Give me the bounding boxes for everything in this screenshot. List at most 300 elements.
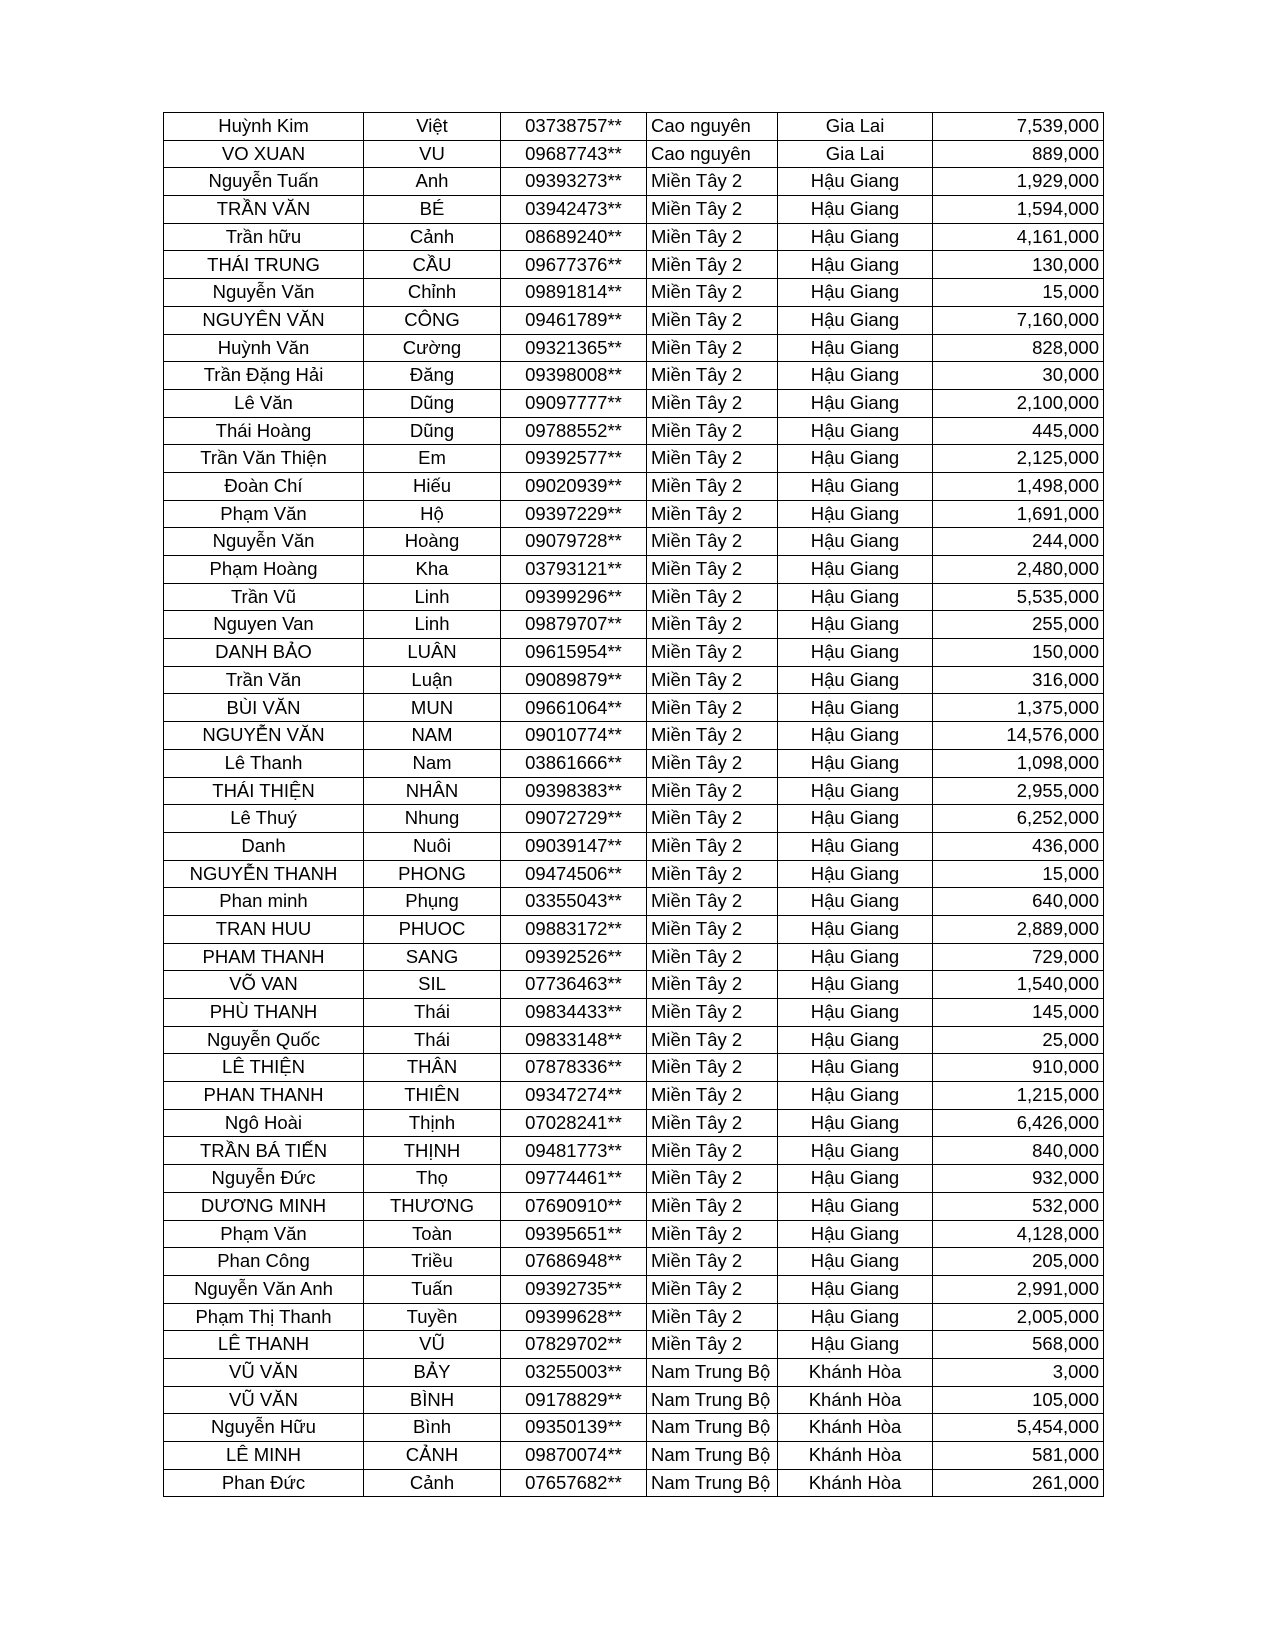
cell-phone: 03861666** <box>501 749 647 777</box>
cell-region: Cao nguyên <box>647 113 778 141</box>
cell-province: Hậu Giang <box>778 805 933 833</box>
cell-phone: 09392526** <box>501 943 647 971</box>
table-row <box>164 666 1104 694</box>
cell-phone: 09474506** <box>501 860 647 888</box>
cell-family-name: TRẦN VĂN <box>164 196 364 224</box>
cell-given-name: Nam <box>364 749 501 777</box>
cell-family-name: Phạm Văn <box>164 500 364 528</box>
cell-family-name: Huỳnh Kim <box>164 113 364 141</box>
cell-family-name: Phạm Hoàng <box>164 556 364 584</box>
cell-phone: 09010774** <box>501 722 647 750</box>
cell-given-name: Linh <box>364 611 501 639</box>
cell-amount: 7,160,000 <box>933 306 1104 334</box>
cell-given-name: Thịnh <box>364 1109 501 1137</box>
table-row <box>164 1414 1104 1442</box>
cell-phone: 07878336** <box>501 1054 647 1082</box>
table-row <box>164 860 1104 888</box>
table-row <box>164 832 1104 860</box>
table-row <box>164 389 1104 417</box>
cell-phone: 09891814** <box>501 279 647 307</box>
cell-region: Miền Tây 2 <box>647 251 778 279</box>
cell-family-name: NGUYỄN THANH <box>164 860 364 888</box>
cell-amount: 1,540,000 <box>933 971 1104 999</box>
table-row <box>164 1469 1104 1497</box>
cell-family-name: Trần Văn Thiện <box>164 445 364 473</box>
table-row <box>164 1442 1104 1470</box>
cell-amount: 5,535,000 <box>933 583 1104 611</box>
cell-province: Hậu Giang <box>778 334 933 362</box>
cell-phone: 07736463** <box>501 971 647 999</box>
cell-phone: 09350139** <box>501 1414 647 1442</box>
cell-province: Hậu Giang <box>778 417 933 445</box>
cell-region: Miền Tây 2 <box>647 805 778 833</box>
cell-given-name: SIL <box>364 971 501 999</box>
cell-region: Miền Tây 2 <box>647 389 778 417</box>
table-row <box>164 445 1104 473</box>
cell-amount: 4,128,000 <box>933 1220 1104 1248</box>
cell-region: Miền Tây 2 <box>647 666 778 694</box>
table-row <box>164 140 1104 168</box>
cell-family-name: Nguyễn Tuấn <box>164 168 364 196</box>
table-row <box>164 1054 1104 1082</box>
cell-family-name: PHAM THANH <box>164 943 364 971</box>
cell-province: Hậu Giang <box>778 1303 933 1331</box>
cell-region: Miền Tây 2 <box>647 611 778 639</box>
table-row <box>164 113 1104 141</box>
cell-amount: 15,000 <box>933 279 1104 307</box>
cell-family-name: PHÙ THANH <box>164 999 364 1027</box>
cell-phone: 09395651** <box>501 1220 647 1248</box>
table-row <box>164 334 1104 362</box>
cell-phone: 07829702** <box>501 1331 647 1359</box>
cell-phone: 09870074** <box>501 1442 647 1470</box>
cell-family-name: Lê Thanh <box>164 749 364 777</box>
table-row <box>164 1137 1104 1165</box>
cell-region: Nam Trung Bộ <box>647 1386 778 1414</box>
cell-family-name: Nguyen Van <box>164 611 364 639</box>
cell-province: Hậu Giang <box>778 223 933 251</box>
cell-amount: 2,100,000 <box>933 389 1104 417</box>
cell-province: Hậu Giang <box>778 389 933 417</box>
table-row <box>164 1331 1104 1359</box>
cell-given-name: Bình <box>364 1414 501 1442</box>
cell-province: Gia Lai <box>778 113 933 141</box>
cell-region: Miền Tây 2 <box>647 943 778 971</box>
cell-given-name: Việt <box>364 113 501 141</box>
cell-phone: 03942473** <box>501 196 647 224</box>
cell-family-name: Nguyễn Đức <box>164 1165 364 1193</box>
cell-phone: 09615954** <box>501 639 647 667</box>
cell-family-name: Phan Đức <box>164 1469 364 1497</box>
cell-region: Miền Tây 2 <box>647 362 778 390</box>
cell-region: Miền Tây 2 <box>647 1331 778 1359</box>
cell-given-name: BẢY <box>364 1358 501 1386</box>
table-row <box>164 749 1104 777</box>
cell-phone: 09398383** <box>501 777 647 805</box>
table-row <box>164 805 1104 833</box>
table-row <box>164 1192 1104 1220</box>
cell-province: Hậu Giang <box>778 943 933 971</box>
cell-phone: 09397229** <box>501 500 647 528</box>
table-row <box>164 1275 1104 1303</box>
cell-region: Miền Tây 2 <box>647 528 778 556</box>
table-row <box>164 583 1104 611</box>
table-row <box>164 999 1104 1027</box>
cell-amount: 2,125,000 <box>933 445 1104 473</box>
cell-region: Miền Tây 2 <box>647 639 778 667</box>
cell-province: Hậu Giang <box>778 749 933 777</box>
cell-family-name: Phạm Văn <box>164 1220 364 1248</box>
cell-amount: 2,991,000 <box>933 1275 1104 1303</box>
cell-region: Miền Tây 2 <box>647 583 778 611</box>
cell-given-name: Toàn <box>364 1220 501 1248</box>
cell-province: Hậu Giang <box>778 1082 933 1110</box>
cell-amount: 1,929,000 <box>933 168 1104 196</box>
cell-family-name: Trần Vũ <box>164 583 364 611</box>
cell-given-name: THƯƠNG <box>364 1192 501 1220</box>
cell-family-name: THÁI THIỆN <box>164 777 364 805</box>
cell-province: Hậu Giang <box>778 1026 933 1054</box>
cell-amount: 244,000 <box>933 528 1104 556</box>
cell-region: Cao nguyên <box>647 140 778 168</box>
cell-phone: 09481773** <box>501 1137 647 1165</box>
cell-phone: 09774461** <box>501 1165 647 1193</box>
cell-province: Hậu Giang <box>778 1192 933 1220</box>
cell-region: Nam Trung Bộ <box>647 1469 778 1497</box>
cell-family-name: Nguyễn Văn <box>164 279 364 307</box>
cell-province: Hậu Giang <box>778 832 933 860</box>
cell-phone: 09392735** <box>501 1275 647 1303</box>
cell-amount: 6,252,000 <box>933 805 1104 833</box>
cell-province: Hậu Giang <box>778 556 933 584</box>
cell-phone: 09398008** <box>501 362 647 390</box>
cell-phone: 09661064** <box>501 694 647 722</box>
cell-amount: 261,000 <box>933 1469 1104 1497</box>
cell-region: Miền Tây 2 <box>647 888 778 916</box>
cell-region: Miền Tây 2 <box>647 1220 778 1248</box>
cell-family-name: Phan Công <box>164 1248 364 1276</box>
cell-given-name: Kha <box>364 556 501 584</box>
cell-amount: 5,454,000 <box>933 1414 1104 1442</box>
cell-given-name: Triều <box>364 1248 501 1276</box>
cell-family-name: Phạm Thị Thanh <box>164 1303 364 1331</box>
table-row <box>164 915 1104 943</box>
cell-phone: 07686948** <box>501 1248 647 1276</box>
cell-amount: 1,691,000 <box>933 500 1104 528</box>
cell-phone: 09833148** <box>501 1026 647 1054</box>
cell-family-name: Trần hữu <box>164 223 364 251</box>
cell-phone: 09834433** <box>501 999 647 1027</box>
cell-given-name: CÔNG <box>364 306 501 334</box>
cell-family-name: PHAN THANH <box>164 1082 364 1110</box>
cell-amount: 2,480,000 <box>933 556 1104 584</box>
cell-region: Miền Tây 2 <box>647 722 778 750</box>
cell-phone: 09788552** <box>501 417 647 445</box>
cell-phone: 09178829** <box>501 1386 647 1414</box>
table-row <box>164 1303 1104 1331</box>
cell-amount: 145,000 <box>933 999 1104 1027</box>
cell-family-name: Nguyễn Văn <box>164 528 364 556</box>
table-row <box>164 1386 1104 1414</box>
cell-region: Miền Tây 2 <box>647 999 778 1027</box>
cell-family-name: Danh <box>164 832 364 860</box>
cell-province: Hậu Giang <box>778 639 933 667</box>
cell-phone: 09020939** <box>501 472 647 500</box>
cell-province: Hậu Giang <box>778 860 933 888</box>
cell-phone: 09399628** <box>501 1303 647 1331</box>
cell-given-name: CẢNH <box>364 1442 501 1470</box>
table-row <box>164 528 1104 556</box>
cell-family-name: TRẦN BÁ TIẾN <box>164 1137 364 1165</box>
cell-phone: 09321365** <box>501 334 647 362</box>
table-row <box>164 943 1104 971</box>
cell-family-name: Huỳnh Văn <box>164 334 364 362</box>
cell-province: Hậu Giang <box>778 445 933 473</box>
cell-province: Hậu Giang <box>778 1331 933 1359</box>
cell-family-name: NGUYỄN VĂN <box>164 722 364 750</box>
cell-region: Miền Tây 2 <box>647 1192 778 1220</box>
table-row <box>164 971 1104 999</box>
cell-amount: 910,000 <box>933 1054 1104 1082</box>
cell-given-name: BÉ <box>364 196 501 224</box>
cell-region: Miền Tây 2 <box>647 168 778 196</box>
table-row <box>164 362 1104 390</box>
table-row <box>164 1082 1104 1110</box>
cell-region: Miền Tây 2 <box>647 334 778 362</box>
cell-province: Hậu Giang <box>778 888 933 916</box>
cell-family-name: Thái Hoàng <box>164 417 364 445</box>
cell-region: Nam Trung Bộ <box>647 1414 778 1442</box>
cell-amount: 1,594,000 <box>933 196 1104 224</box>
table-row <box>164 556 1104 584</box>
cell-given-name: Tuyền <box>364 1303 501 1331</box>
cell-province: Hậu Giang <box>778 1220 933 1248</box>
cell-phone: 09347274** <box>501 1082 647 1110</box>
cell-province: Hậu Giang <box>778 611 933 639</box>
cell-province: Khánh Hòa <box>778 1358 933 1386</box>
cell-family-name: VÕ VAN <box>164 971 364 999</box>
cell-amount: 445,000 <box>933 417 1104 445</box>
cell-region: Miền Tây 2 <box>647 1109 778 1137</box>
cell-region: Miền Tây 2 <box>647 1054 778 1082</box>
cell-province: Hậu Giang <box>778 500 933 528</box>
cell-amount: 828,000 <box>933 334 1104 362</box>
cell-region: Nam Trung Bộ <box>647 1358 778 1386</box>
cell-family-name: VŨ VĂN <box>164 1386 364 1414</box>
cell-province: Khánh Hòa <box>778 1469 933 1497</box>
cell-family-name: Nguyễn Quốc <box>164 1026 364 1054</box>
table-row <box>164 611 1104 639</box>
cell-family-name: Đoàn Chí <box>164 472 364 500</box>
cell-province: Hậu Giang <box>778 362 933 390</box>
cell-region: Miền Tây 2 <box>647 445 778 473</box>
cell-province: Gia Lai <box>778 140 933 168</box>
cell-phone: 07690910** <box>501 1192 647 1220</box>
cell-province: Hậu Giang <box>778 777 933 805</box>
cell-given-name: PHUOC <box>364 915 501 943</box>
cell-given-name: NAM <box>364 722 501 750</box>
table-row <box>164 196 1104 224</box>
table-row <box>164 223 1104 251</box>
cell-amount: 1,098,000 <box>933 749 1104 777</box>
cell-amount: 14,576,000 <box>933 722 1104 750</box>
cell-region: Miền Tây 2 <box>647 556 778 584</box>
cell-region: Miền Tây 2 <box>647 694 778 722</box>
table-row <box>164 279 1104 307</box>
cell-amount: 2,005,000 <box>933 1303 1104 1331</box>
cell-amount: 2,955,000 <box>933 777 1104 805</box>
cell-amount: 568,000 <box>933 1331 1104 1359</box>
cell-province: Hậu Giang <box>778 1275 933 1303</box>
cell-amount: 932,000 <box>933 1165 1104 1193</box>
cell-given-name: Cường <box>364 334 501 362</box>
cell-given-name: Thái <box>364 1026 501 1054</box>
cell-family-name: Nguyễn Hữu <box>164 1414 364 1442</box>
cell-given-name: Thái <box>364 999 501 1027</box>
table-row <box>164 1220 1104 1248</box>
cell-given-name: Hoàng <box>364 528 501 556</box>
cell-amount: 4,161,000 <box>933 223 1104 251</box>
cell-region: Miền Tây 2 <box>647 1303 778 1331</box>
cell-province: Hậu Giang <box>778 1248 933 1276</box>
cell-province: Hậu Giang <box>778 528 933 556</box>
winners-table <box>163 112 1104 1497</box>
cell-amount: 1,498,000 <box>933 472 1104 500</box>
cell-family-name: THÁI TRUNG <box>164 251 364 279</box>
cell-given-name: Chỉnh <box>364 279 501 307</box>
cell-region: Miền Tây 2 <box>647 749 778 777</box>
cell-province: Hậu Giang <box>778 1137 933 1165</box>
cell-region: Miền Tây 2 <box>647 1026 778 1054</box>
cell-region: Miền Tây 2 <box>647 860 778 888</box>
table-row <box>164 168 1104 196</box>
cell-phone: 09097777** <box>501 389 647 417</box>
cell-amount: 581,000 <box>933 1442 1104 1470</box>
cell-amount: 640,000 <box>933 888 1104 916</box>
cell-family-name: VO XUAN <box>164 140 364 168</box>
cell-amount: 1,375,000 <box>933 694 1104 722</box>
cell-family-name: Phan minh <box>164 888 364 916</box>
cell-province: Hậu Giang <box>778 196 933 224</box>
cell-amount: 130,000 <box>933 251 1104 279</box>
cell-family-name: TRAN HUU <box>164 915 364 943</box>
cell-phone: 09461789** <box>501 306 647 334</box>
table-row <box>164 472 1104 500</box>
cell-given-name: PHONG <box>364 860 501 888</box>
cell-given-name: Nuôi <box>364 832 501 860</box>
cell-family-name: LÊ MINH <box>164 1442 364 1470</box>
cell-given-name: THÂN <box>364 1054 501 1082</box>
cell-region: Miền Tây 2 <box>647 196 778 224</box>
cell-family-name: BÙI VĂN <box>164 694 364 722</box>
cell-region: Miền Tây 2 <box>647 1137 778 1165</box>
cell-region: Nam Trung Bộ <box>647 1442 778 1470</box>
table-row <box>164 1109 1104 1137</box>
cell-phone: 09883172** <box>501 915 647 943</box>
table-row <box>164 639 1104 667</box>
cell-given-name: Linh <box>364 583 501 611</box>
cell-province: Hậu Giang <box>778 971 933 999</box>
cell-family-name: DƯƠNG MINH <box>164 1192 364 1220</box>
cell-province: Hậu Giang <box>778 251 933 279</box>
cell-province: Hậu Giang <box>778 168 933 196</box>
table-row <box>164 777 1104 805</box>
cell-phone: 09399296** <box>501 583 647 611</box>
cell-given-name: LUÂN <box>364 639 501 667</box>
cell-amount: 316,000 <box>933 666 1104 694</box>
cell-amount: 1,215,000 <box>933 1082 1104 1110</box>
cell-amount: 205,000 <box>933 1248 1104 1276</box>
cell-amount: 532,000 <box>933 1192 1104 1220</box>
cell-family-name: DANH BẢO <box>164 639 364 667</box>
cell-province: Hậu Giang <box>778 999 933 1027</box>
cell-province: Khánh Hòa <box>778 1386 933 1414</box>
cell-region: Miền Tây 2 <box>647 306 778 334</box>
cell-given-name: Dũng <box>364 389 501 417</box>
cell-given-name: Anh <box>364 168 501 196</box>
cell-amount: 25,000 <box>933 1026 1104 1054</box>
cell-province: Hậu Giang <box>778 279 933 307</box>
cell-region: Miền Tây 2 <box>647 777 778 805</box>
cell-given-name: SANG <box>364 943 501 971</box>
cell-given-name: Tuấn <box>364 1275 501 1303</box>
cell-province: Hậu Giang <box>778 666 933 694</box>
cell-family-name: Lê Văn <box>164 389 364 417</box>
cell-given-name: Phụng <box>364 888 501 916</box>
cell-amount: 436,000 <box>933 832 1104 860</box>
cell-region: Miền Tây 2 <box>647 1248 778 1276</box>
cell-given-name: THIÊN <box>364 1082 501 1110</box>
cell-family-name: Nguyễn Văn Anh <box>164 1275 364 1303</box>
cell-phone: 09393273** <box>501 168 647 196</box>
cell-phone: 09687743** <box>501 140 647 168</box>
cell-province: Khánh Hòa <box>778 1414 933 1442</box>
cell-phone: 09089879** <box>501 666 647 694</box>
cell-region: Miền Tây 2 <box>647 223 778 251</box>
cell-amount: 105,000 <box>933 1386 1104 1414</box>
table-body <box>164 113 1104 1497</box>
cell-phone: 09079728** <box>501 528 647 556</box>
cell-phone: 08689240** <box>501 223 647 251</box>
cell-amount: 3,000 <box>933 1358 1104 1386</box>
table-row <box>164 306 1104 334</box>
cell-given-name: Cảnh <box>364 223 501 251</box>
cell-phone: 09879707** <box>501 611 647 639</box>
cell-family-name: Lê Thuý <box>164 805 364 833</box>
cell-province: Hậu Giang <box>778 472 933 500</box>
cell-amount: 7,539,000 <box>933 113 1104 141</box>
cell-given-name: VU <box>364 140 501 168</box>
cell-region: Miền Tây 2 <box>647 915 778 943</box>
cell-given-name: MUN <box>364 694 501 722</box>
cell-amount: 840,000 <box>933 1137 1104 1165</box>
cell-province: Hậu Giang <box>778 583 933 611</box>
cell-province: Hậu Giang <box>778 306 933 334</box>
cell-amount: 6,426,000 <box>933 1109 1104 1137</box>
cell-province: Hậu Giang <box>778 1165 933 1193</box>
cell-phone: 07657682** <box>501 1469 647 1497</box>
cell-amount: 255,000 <box>933 611 1104 639</box>
cell-province: Hậu Giang <box>778 722 933 750</box>
cell-amount: 729,000 <box>933 943 1104 971</box>
cell-province: Khánh Hòa <box>778 1442 933 1470</box>
cell-region: Miền Tây 2 <box>647 971 778 999</box>
cell-amount: 30,000 <box>933 362 1104 390</box>
cell-given-name: Hiếu <box>364 472 501 500</box>
cell-region: Miền Tây 2 <box>647 472 778 500</box>
cell-given-name: Cảnh <box>364 1469 501 1497</box>
table-row <box>164 251 1104 279</box>
